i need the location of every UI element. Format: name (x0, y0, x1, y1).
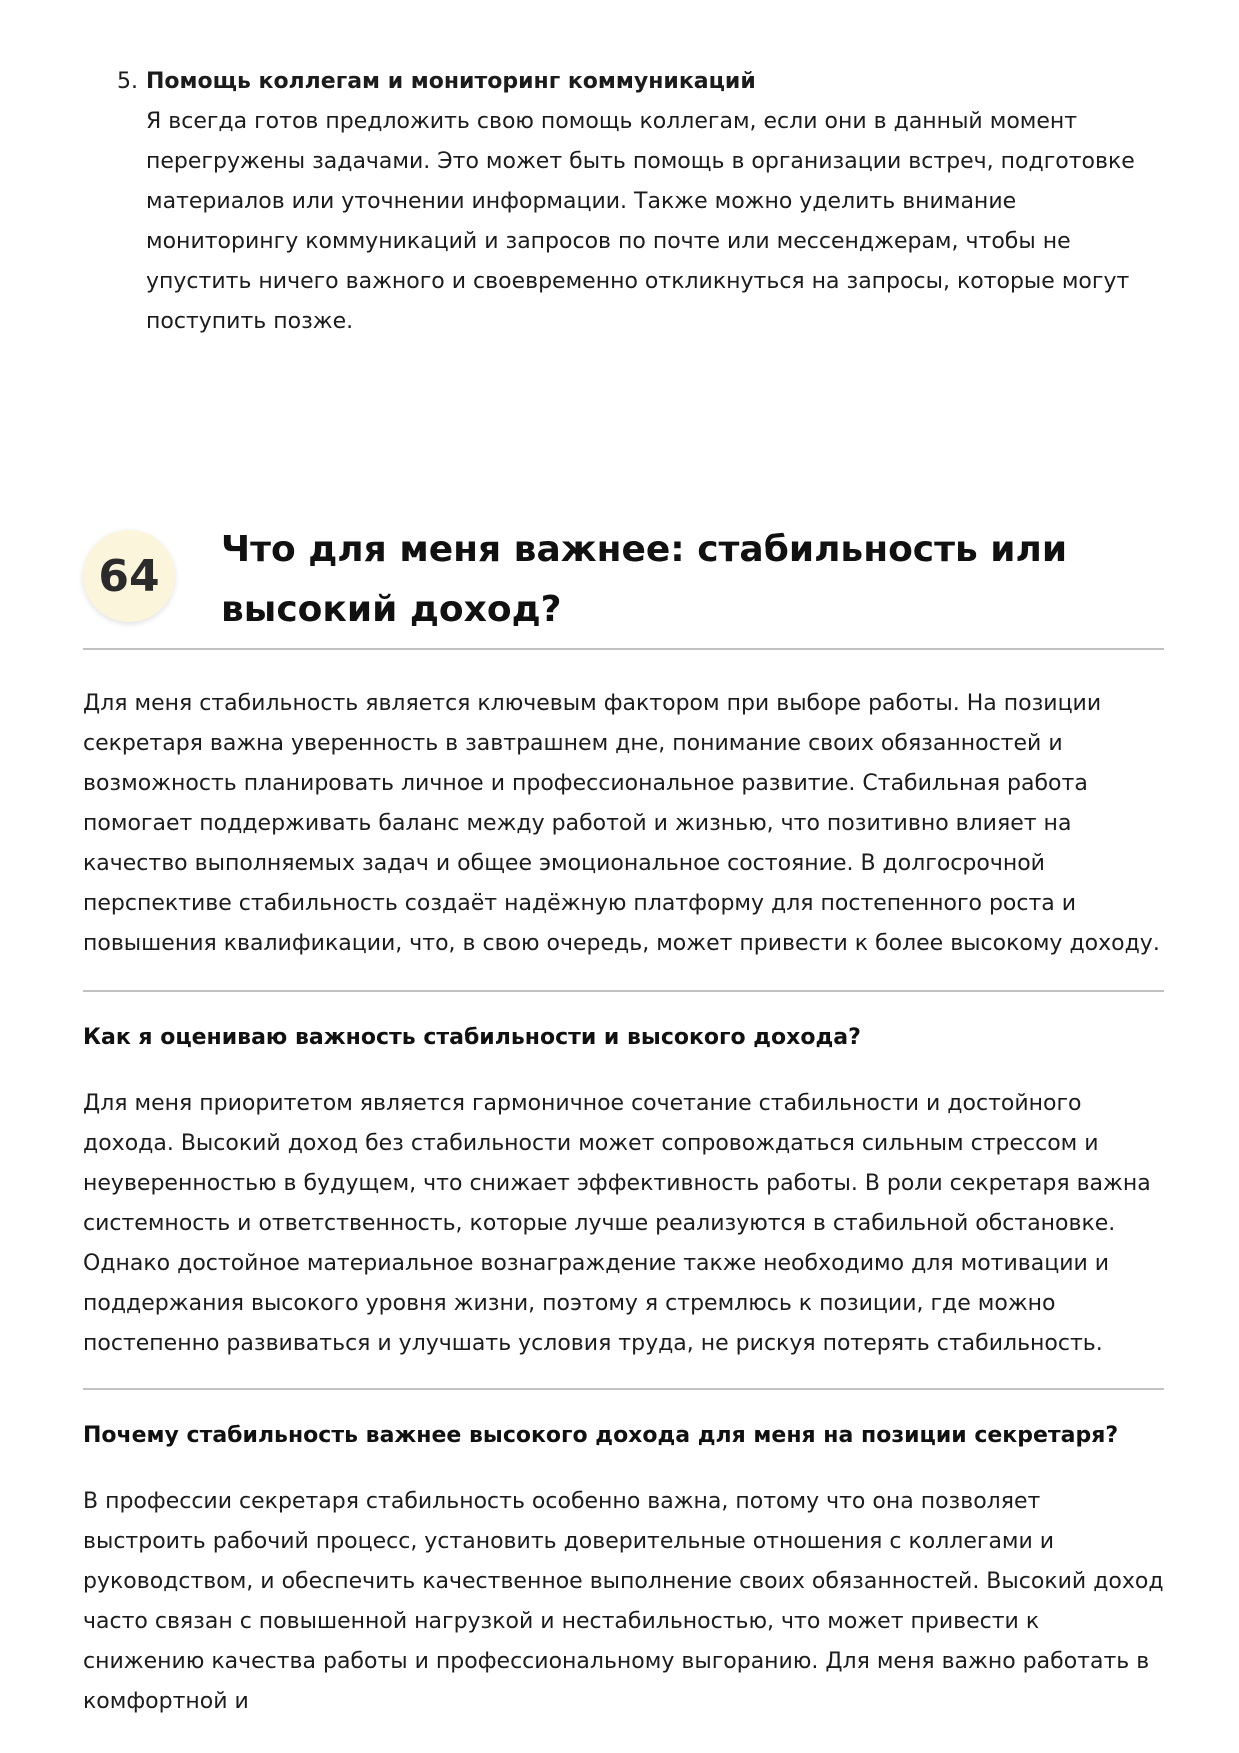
question-2-answer: В профессии секретаря стабильность особенно важна, потому что она позволяет выстроить рабочий процесс, установить доверительные отношения с коллегами и руководством, и обеспечить качественное выполнение своих обязанностей. Высокий доход часто связан с повышенной нагрузкой и нестабильностью, что может привести к снижению качества работы и профессиональному выгоранию. Для меня важно работать в комфортной и (83, 1489, 1164, 1714)
list-item-number: 5. (117, 69, 138, 94)
section-intro-paragraph: Для меня стабильность является ключевым фактором при выборе работы. На позиции секретаря важна уверенность в завтрашнем дне, понимание своих обязанностей и возможность планировать личное и профессиональное развитие. Стабильная работа помогает поддерживать баланс между работой и жизнью, что позитивно влияет на качество выполняемых задач и общее эмоциональное состояние. В долгосрочной перспективе стабильность создаёт надёжную платформу для постепенного роста и повышения квалификации, что, в свою очередь, может привести к более высокому доходу. (83, 691, 1160, 956)
question-1-answer: Для меня приоритетом является гармоничное сочетание стабильности и достойного дохода. Высокий доход без стабильности может сопровождаться сильным стрессом и неуверенностью в будущем, что снижает эффективность работы. В роли секретаря важна системность и ответственность, которые лучше реализуются в стабильной обстановке. Однако достойное материальное вознаграждение также необходимо для мотивации и поддержания высокого уровня жизни, поэтому я стремлюсь к позиции, где можно постепенно развиваться и улучшать условия труда, не рискуя потерять стабильность. (83, 1091, 1151, 1356)
list-item-5 (117, 62, 1137, 342)
divider-2 (83, 1388, 1164, 1390)
section-title: Что для меня важнее: стабильность или высокий доход? (221, 529, 1068, 630)
question-1-heading: Как я оцениваю важность стабильности и высокого дохода? (83, 1025, 861, 1050)
question-2-heading: Почему стабильность важнее высокого дохода для меня на позиции секретаря? (83, 1423, 1119, 1448)
divider-1 (83, 990, 1164, 992)
section-number-badge: 64 (83, 530, 175, 622)
list-item-title: Помощь коллегам и мониторинг коммуникаций (146, 69, 756, 94)
section-header (83, 508, 1164, 650)
list-item-text: Я всегда готов предложить свою помощь коллегам, если они в данный момент перегружены задачами. Это может быть помощь в организации встреч, подготовке материалов или уточнении информации. Также можно уделить внимание мониторингу коммуникаций и запросов по почте или мессенджерам, чтобы не упустить ничего важного и своевременно откликнуться на запросы, которые могут поступить позже. (146, 109, 1135, 334)
